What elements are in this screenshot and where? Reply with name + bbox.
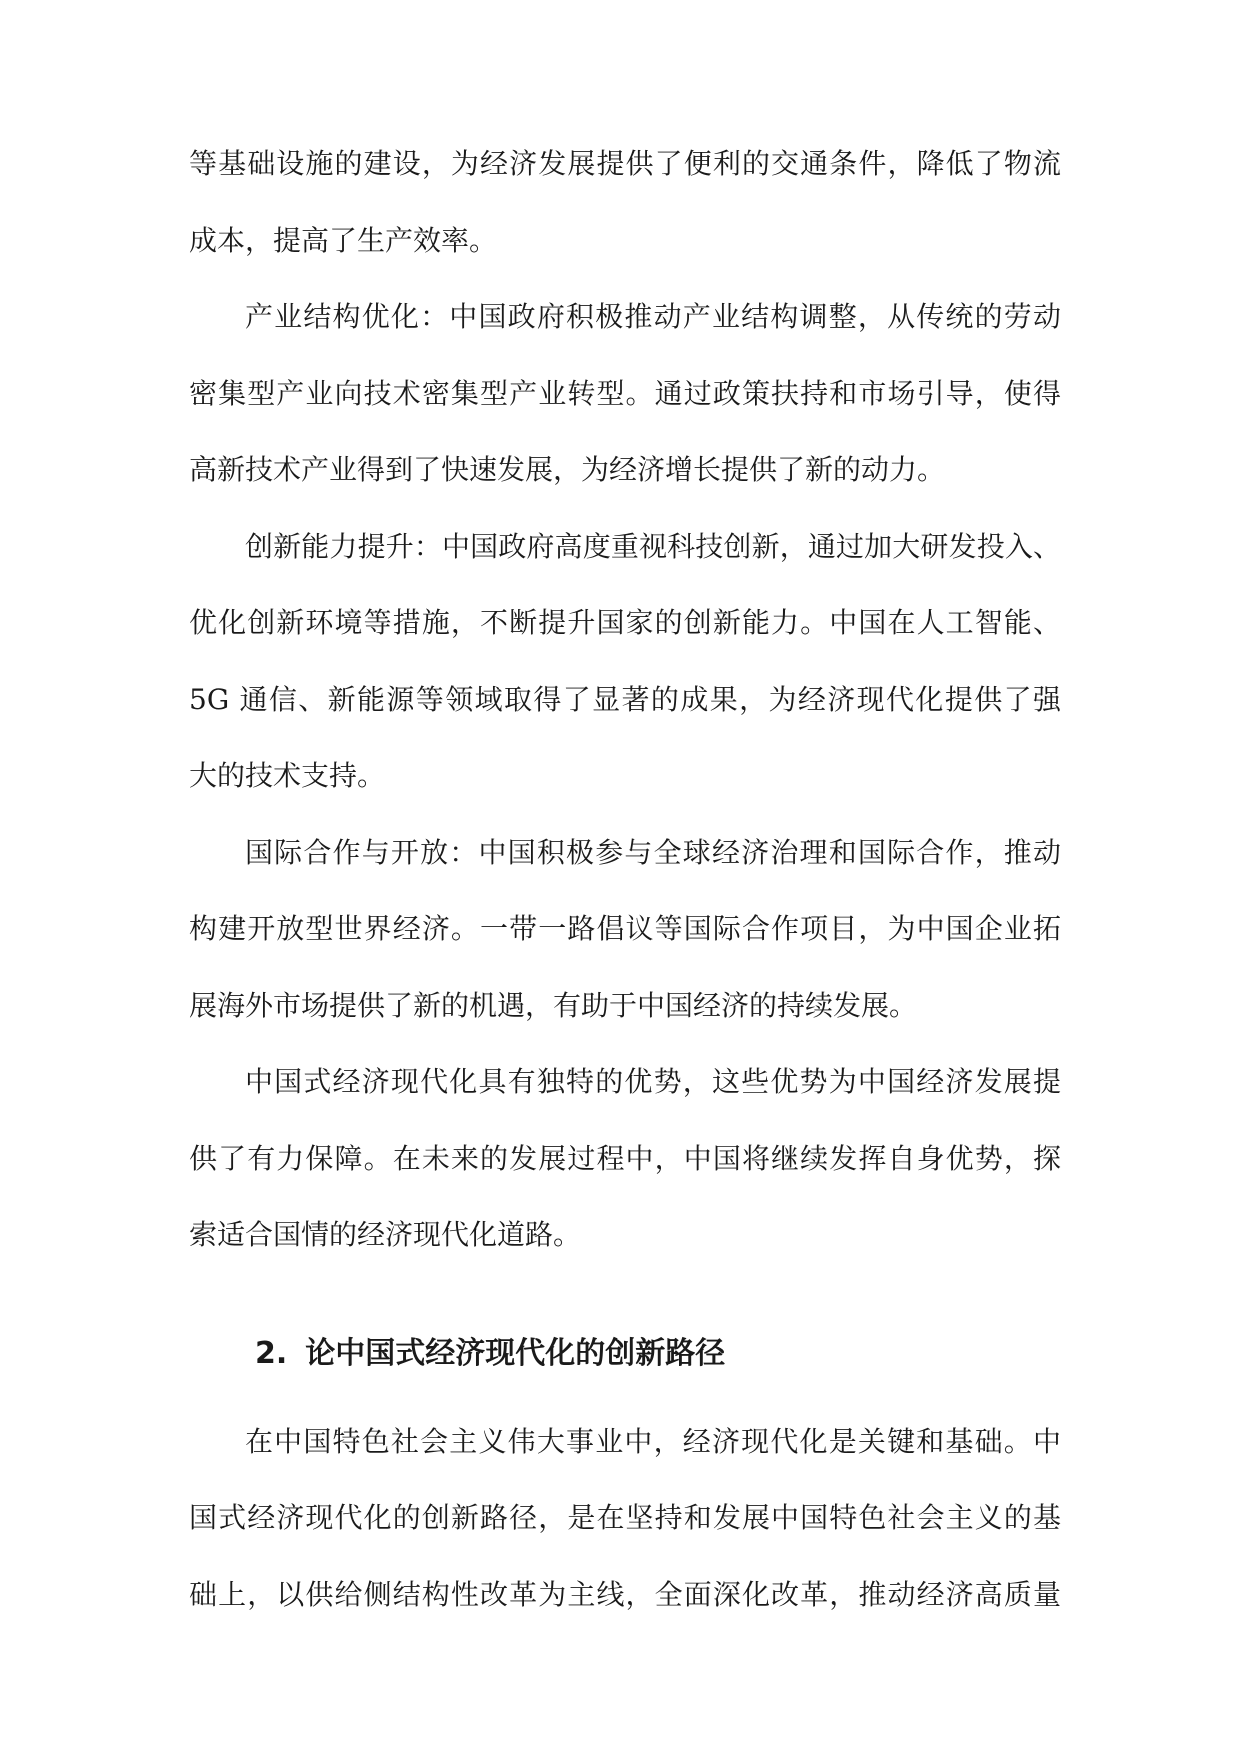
text-line: 中国式经济现代化具有独特的优势，这些优势为中国经济发展提 [245, 1065, 1061, 1098]
paragraph-industrial-structure [189, 295, 1061, 525]
paragraph-advantages-summary [189, 1060, 1061, 1290]
text-line: 密集型产业向技术密集型产业转型。通过政策扶持和市场引导，使得 [189, 376, 1061, 410]
paragraph-international-cooperation [189, 831, 1061, 1061]
paragraph-innovation-capacity [189, 525, 1061, 831]
text-line: 供了有力保障。在未来的发展过程中，中国将继续发挥自身优势，探 [189, 1141, 1061, 1175]
section-number: 2. [255, 1335, 288, 1371]
text-line: 展海外市场提供了新的机遇，有助于中国经济的持续发展。 [189, 988, 918, 1022]
text-line: 在中国特色社会主义伟大事业中，经济现代化是关键和基础。中 [245, 1424, 1061, 1458]
text-line: 5G 通信、新能源等领域取得了显著的成果，为经济现代化提供了强 [189, 682, 1061, 716]
paragraph-innovation-path-intro [189, 1420, 1061, 1650]
paragraph-infrastructure-continuation [189, 142, 1061, 295]
text-line: 国式经济现代化的创新路径，是在坚持和发展中国特色社会主义的基 [189, 1501, 1061, 1534]
text-line: 等基础设施的建设，为经济发展提供了便利的交通条件，降低了物流 [189, 147, 1061, 180]
section-title: 论中国式经济现代化的创新路径 [305, 1335, 726, 1371]
text-line: 索适合国情的经济现代化道路。 [189, 1218, 582, 1251]
text-line: 大的技术支持。 [189, 759, 386, 792]
document-body [189, 142, 1061, 1649]
text-line: 高新技术产业得到了快速发展，为经济增长提供了新的动力。 [189, 453, 946, 486]
section-heading [189, 1290, 1061, 1420]
text-line: 产业结构优化：中国政府积极推动产业结构调整，从传统的劳动 [245, 300, 1061, 333]
text-line: 国际合作与开放：中国积极参与全球经济治理和国际合作，推动 [245, 835, 1061, 869]
text-line: 优化创新环境等措施，不断提升国家的创新能力。中国在人工智能、 [189, 606, 1061, 639]
text-line: 础上，以供给侧结构性改革为主线，全面深化改革，推动经济高质量 [189, 1577, 1061, 1611]
text-line: 成本，提高了生产效率。 [189, 223, 498, 257]
text-line: 构建开放型世界经济。一带一路倡议等国际合作项目，为中国企业拓 [189, 912, 1061, 945]
text-line: 创新能力提升：中国政府高度重视科技创新，通过加大研发投入、 [245, 529, 1061, 563]
